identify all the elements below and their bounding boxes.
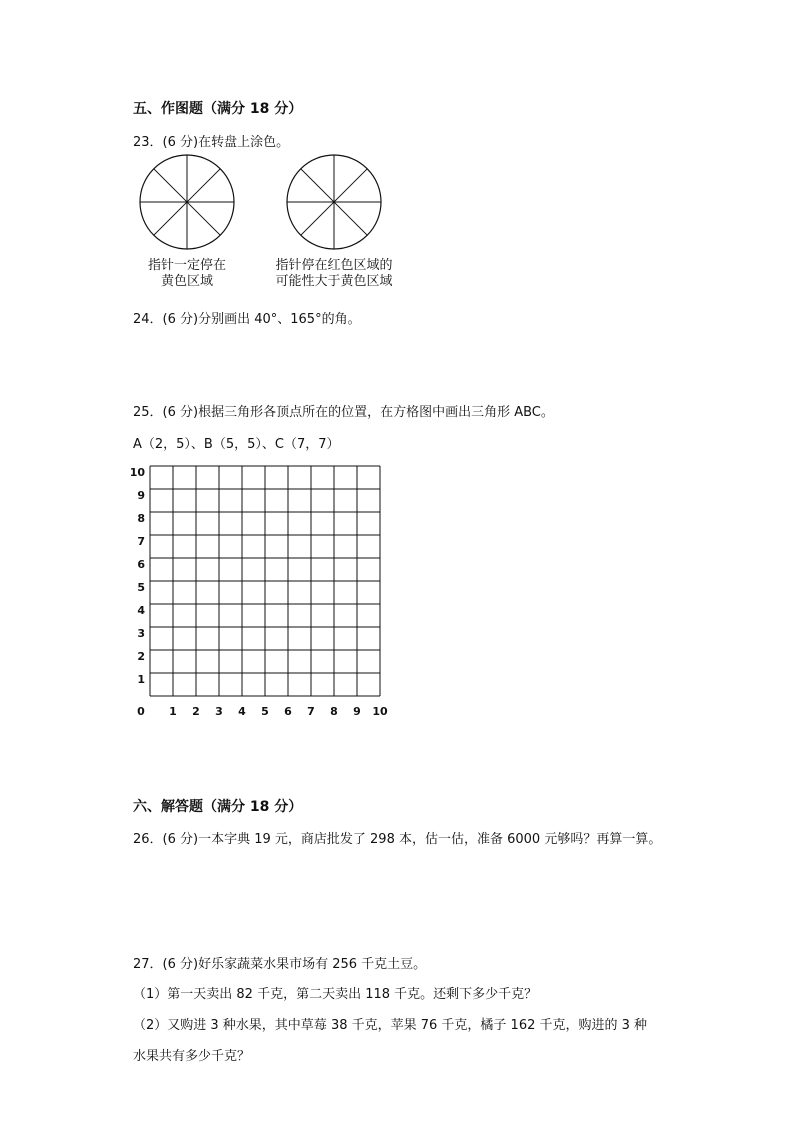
y-tick-label: 6: [137, 558, 145, 571]
y-tick-label: 9: [137, 489, 145, 502]
question-26: 26．(6 分)一本字典 19 元，商店批发了 298 本，估一估，准备 6000 元够吗？再算一算。: [133, 832, 662, 847]
spinner-2-caption: [264, 258, 404, 290]
x-tick-label: 3: [215, 705, 223, 718]
y-tick-label: 5: [137, 581, 145, 594]
y-tick-label: 4: [137, 604, 145, 617]
spinner-1-caption-line-2: 黄色区域: [160, 274, 213, 289]
y-tick-label: 3: [137, 627, 145, 640]
spinner-1-caption: [127, 258, 247, 290]
spinner-2-caption-line-2: 可能性大于黄色区域: [275, 274, 393, 289]
question-27-part-1: （1）第一天卖出 82 千克，第二天卖出 118 千克。还剩下多少千克？: [133, 987, 538, 1002]
question-27-part-2-line-2: 水果共有多少千克？: [133, 1049, 251, 1064]
x-tick-label: 6: [284, 705, 292, 718]
question-27: 27．(6 分)好乐家蔬菜水果市场有 256 千克土豆。: [133, 957, 427, 972]
x-tick-label: 2: [192, 705, 200, 718]
spinner-2: [287, 155, 381, 249]
x-tick-label: 0: [137, 705, 145, 718]
y-tick-label: 1: [137, 673, 145, 686]
spinner-1: [140, 155, 234, 249]
x-tick-label: 9: [353, 705, 361, 718]
y-tick-label: 8: [137, 512, 145, 525]
x-tick-label: 8: [330, 705, 338, 718]
y-tick-label: 2: [137, 650, 145, 663]
question-24: 24．(6 分)分别画出 40°、165°的角。: [133, 312, 361, 327]
x-tick-label: 5: [261, 705, 269, 718]
coordinate-grid: [130, 466, 388, 718]
x-tick-label: 10: [372, 705, 388, 718]
question-27-part-2-line-1: （2）又购进 3 种水果，其中草莓 38 千克，苹果 76 千克，橘子 162 千克，购进的 3 种: [133, 1018, 648, 1033]
spinner-1-caption-line-1: 指针一定停在: [147, 258, 226, 273]
section-6-title: 六、解答题（满分 18 分）: [133, 799, 303, 815]
x-tick-label: 1: [169, 705, 177, 718]
question-25: 25．(6 分)根据三角形各顶点所在的位置，在方格图中画出三角形 ABC。: [133, 405, 554, 420]
y-tick-label: 10: [129, 466, 145, 479]
section-5-title: 五、作图题（满分 18 分）: [133, 101, 303, 117]
spinner-2-caption-line-1: 指针停在红色区域的: [275, 258, 393, 273]
y-tick-label: 7: [137, 535, 145, 548]
x-tick-label: 4: [238, 705, 246, 718]
x-tick-label: 7: [307, 705, 315, 718]
question-23: 23．(6 分)在转盘上涂色。: [133, 135, 290, 150]
triangle-points: A（2，5）、B（5，5）、C（7，7）: [133, 437, 340, 452]
